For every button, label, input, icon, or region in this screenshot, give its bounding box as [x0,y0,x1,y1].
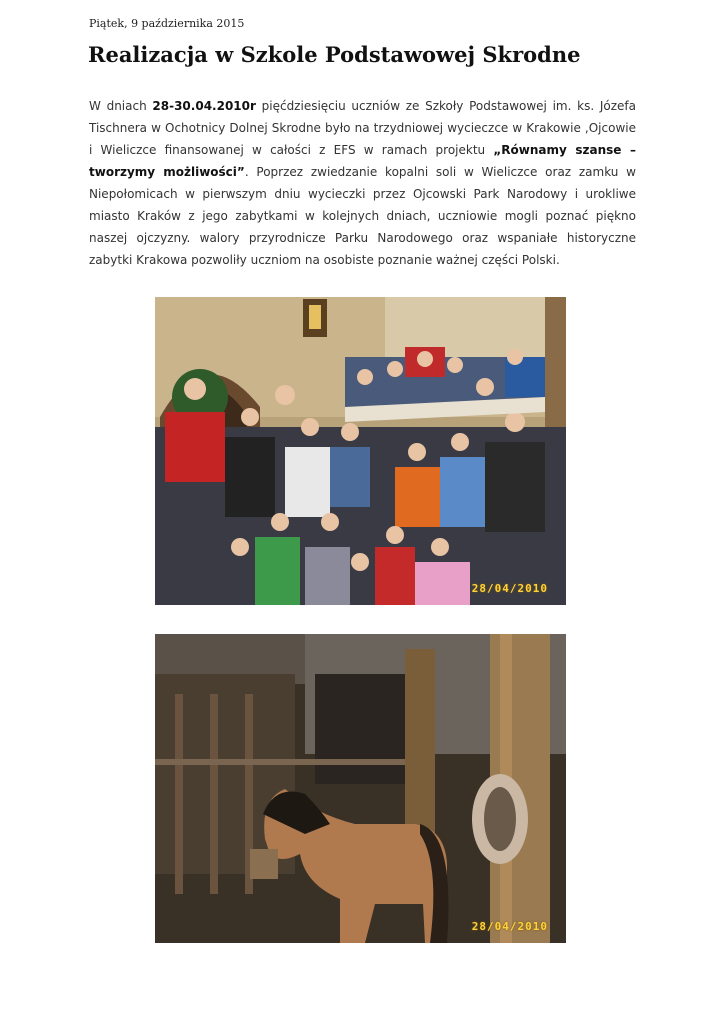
article-dates: 28-30.04.2010r [152,99,256,113]
page-title: Realizacja w Szkole Podstawowej Skrodne [88,42,581,67]
article-text: pięćdziesięciu uczniów ze Szkoły Podstawowej im. ks. Józefa Tischnera w Ochotnicy Dolnej Skrodne było na trzydniowej wycieczce w Krakowie ,Ojcowie i Wieliczce finansowanej w całości z EFS w ramach projektu [89,99,637,157]
mine-photo [155,634,566,943]
article-text: W dniach [89,99,153,113]
article-body [89,95,636,271]
project-name: „Równamy szanse –tworzymy możliwości” [89,143,636,179]
article-text: . Poprzez zwiedzanie kopalni soli w Wieliczce oraz zamku w Niepołomicach w pierwszym dniu wycieczki przez Ojcowski Park Narodowy i urokliwe miasto Kraków z jego zabytkami w kolejnych dniach, uczniowie mogli poznać piękno naszej ojczyzny. walory przyrodnicze Parku Narodowego oraz wspaniałe historyczne zabytki Krakowa pozwoliły uczniom na osobiste poznanie ważnej części Polski. [89,165,636,267]
post-date: Piątek, 9 października 2015 [89,17,245,30]
photo-date-stamp: 28/04/2010 [471,920,548,933]
photo-date-stamp: 28/04/2010 [471,582,548,595]
group-photo [155,297,566,605]
